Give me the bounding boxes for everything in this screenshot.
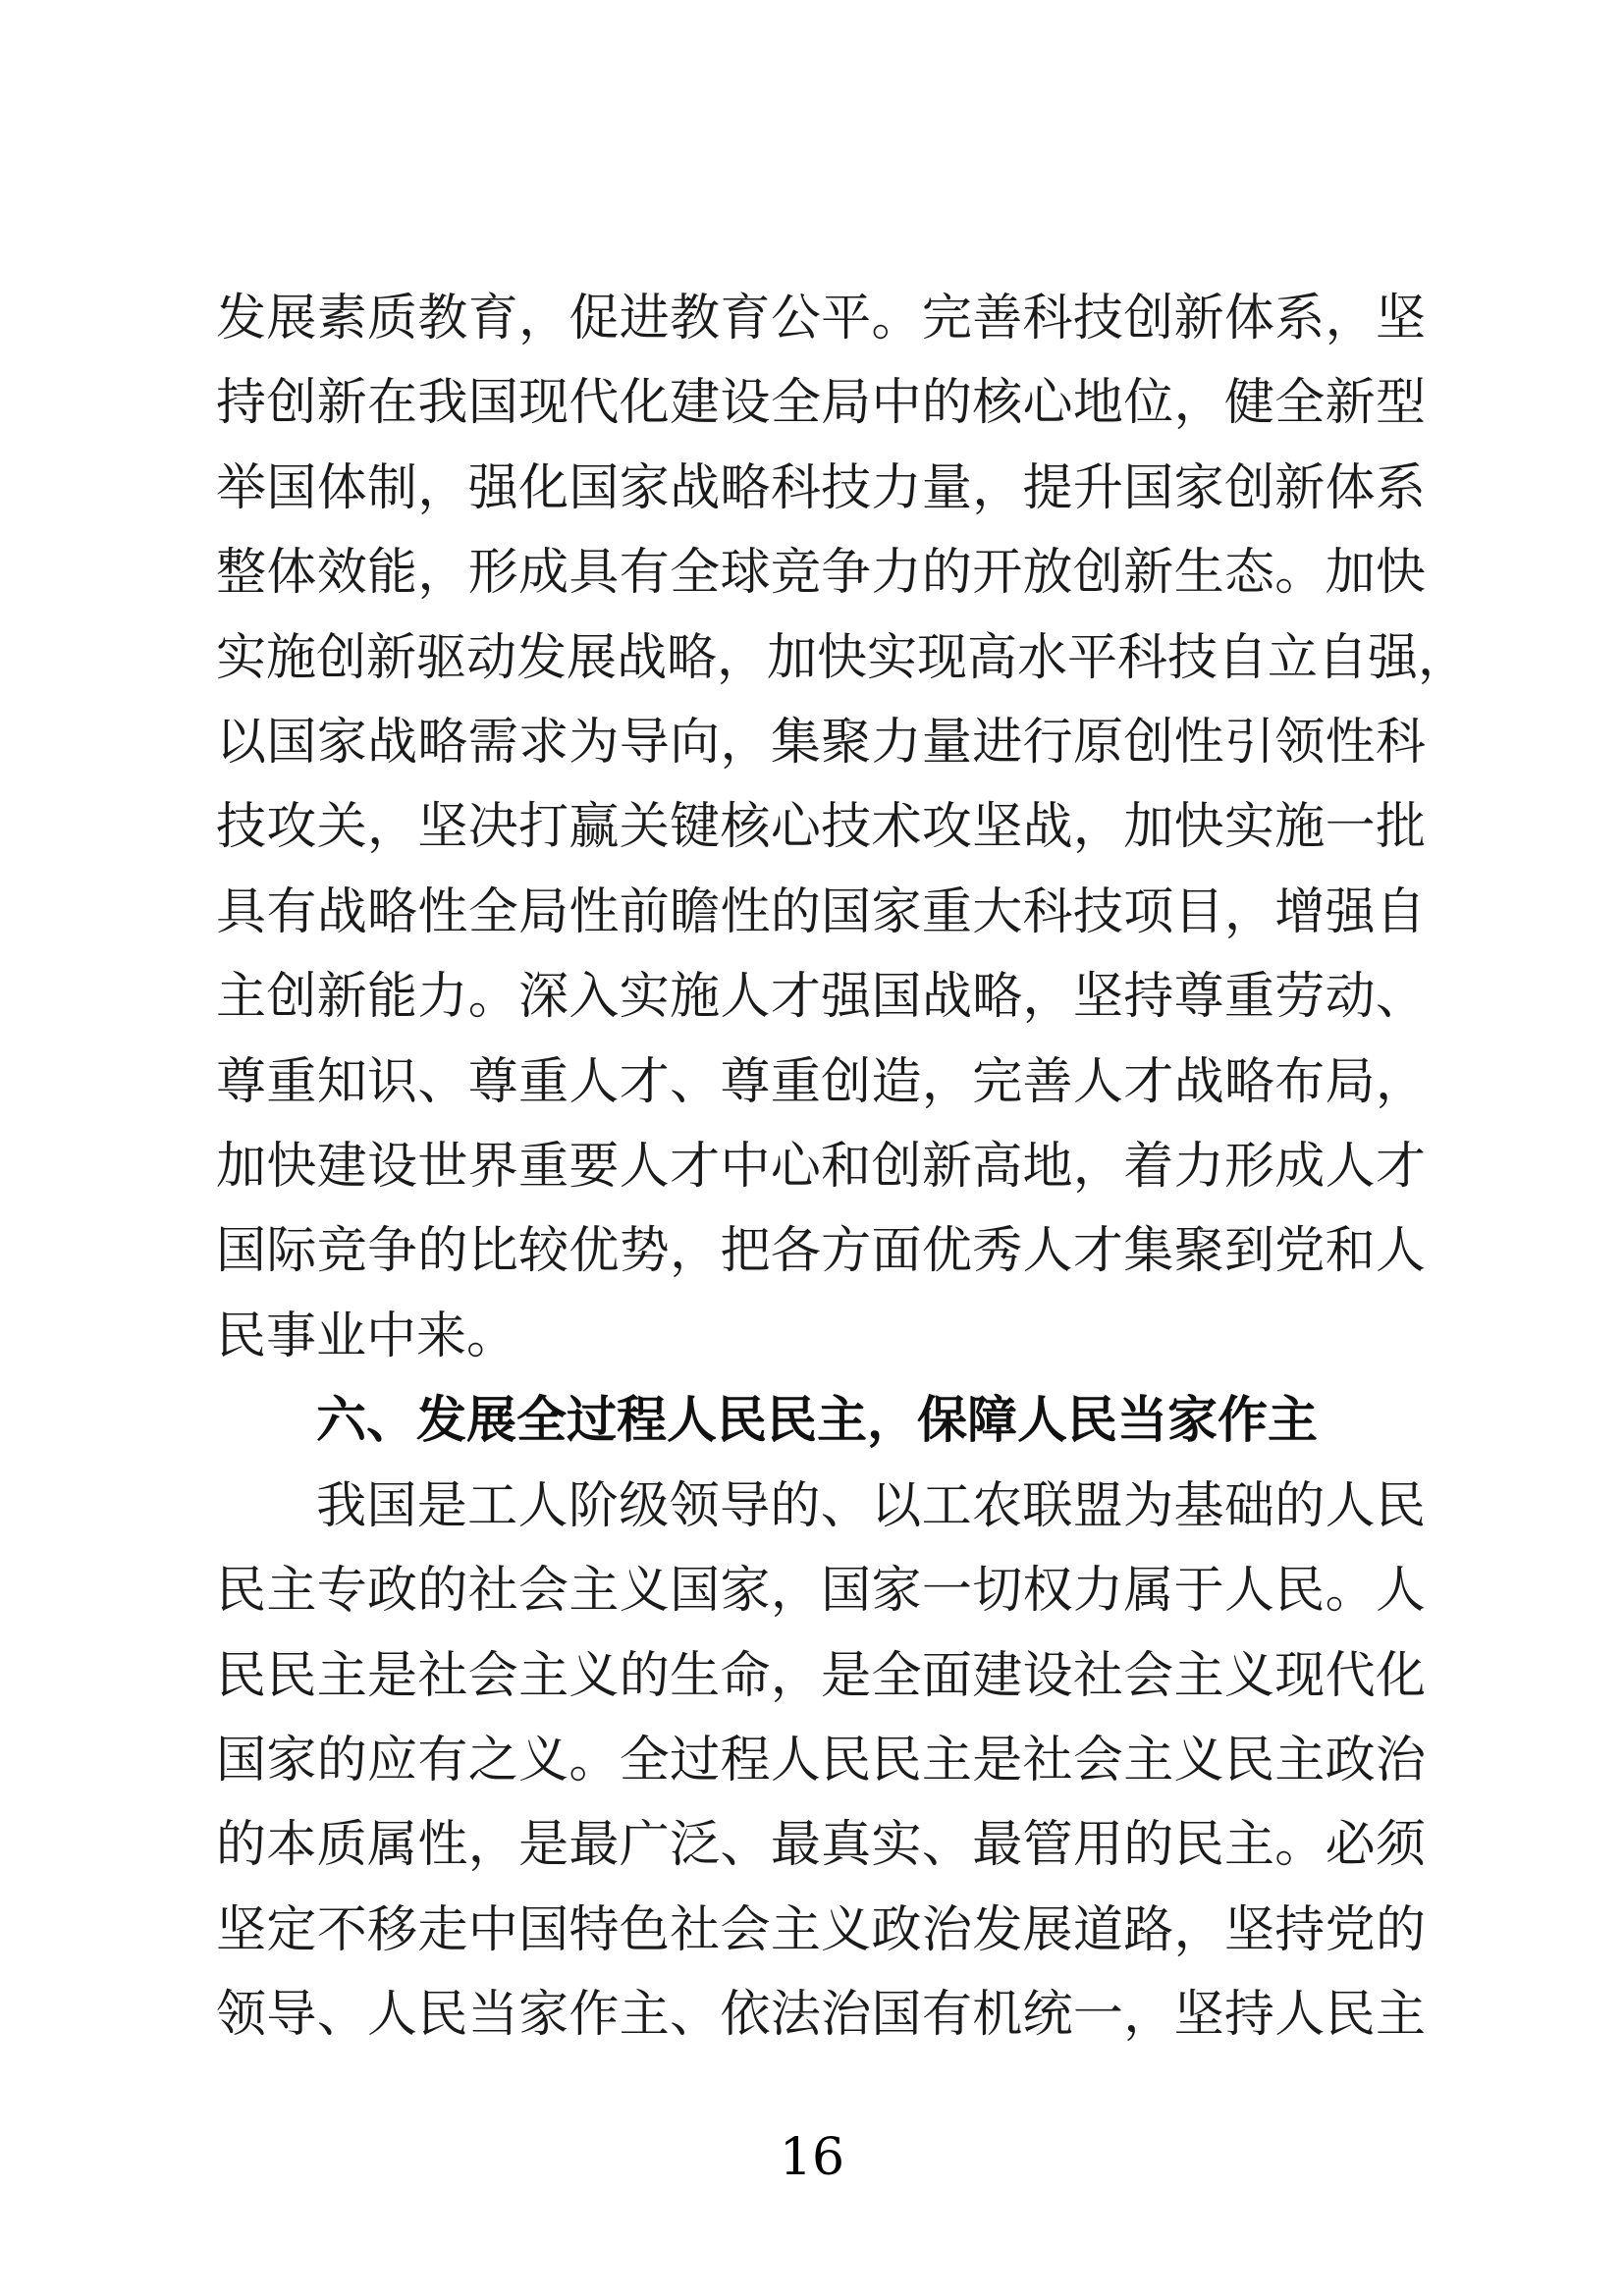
body-line: 主创新能力。深入实施人才强国战略，坚持尊重劳动、	[216, 968, 1426, 1027]
body-line: 持创新在我国现代化建设全局中的核心地位，健全新型	[216, 374, 1426, 433]
body-line: 实施创新驱动发展战略，加快实现高水平科技自立自强，	[216, 628, 1469, 687]
text-block	[216, 277, 1469, 2058]
body-line: 的本质属性，是最广泛、最真实、最管用的民主。必须	[216, 1816, 1426, 1875]
body-line: 国际竞争的比较优势，把各方面优秀人才集聚到党和人	[216, 1222, 1426, 1281]
body-line: 技攻关，坚决打赢关键核心技术攻坚战，加快实施一批	[216, 798, 1426, 857]
body-line: 民事业中来。	[216, 1307, 517, 1365]
body-line: 整体效能，形成具有全球竞争力的开放创新生态。加快	[216, 544, 1426, 603]
section-heading: 六、发展全过程人民民主，保障人民当家作主	[316, 1392, 1319, 1451]
page-number: 16	[779, 2128, 845, 2187]
body-line: 坚定不移走中国特色社会主义政治发展道路，坚持党的	[216, 1900, 1426, 1959]
body-line: 民民主是社会主义的生命，是全面建设社会主义现代化	[216, 1646, 1426, 1705]
body-line: 领导、人民当家作主、依法治国有机统一，坚持人民主	[216, 1986, 1426, 2045]
body-line: 具有战略性全局性前瞻性的国家重大科技项目，增强自	[216, 882, 1426, 941]
body-line: 举国体制，强化国家战略科技力量，提升国家创新体系	[216, 458, 1426, 517]
body-line: 民主专政的社会主义国家，国家一切权力属于人民。人	[216, 1562, 1426, 1621]
body-line: 我国是工人阶级领导的、以工农联盟为基础的人民	[316, 1476, 1426, 1535]
body-line: 尊重知识、尊重人才、尊重创造，完善人才战略布局，	[216, 1052, 1426, 1111]
body-line: 以国家战略需求为导向，集聚力量进行原创性引领性科	[216, 714, 1426, 773]
body-line: 发展素质教育，促进教育公平。完善科技创新体系，坚	[216, 290, 1426, 347]
body-line: 国家的应有之义。全过程人民民主是社会主义民主政治	[216, 1731, 1426, 1789]
body-line: 加快建设世界重要人才中心和创新高地，着力形成人才	[216, 1138, 1426, 1197]
